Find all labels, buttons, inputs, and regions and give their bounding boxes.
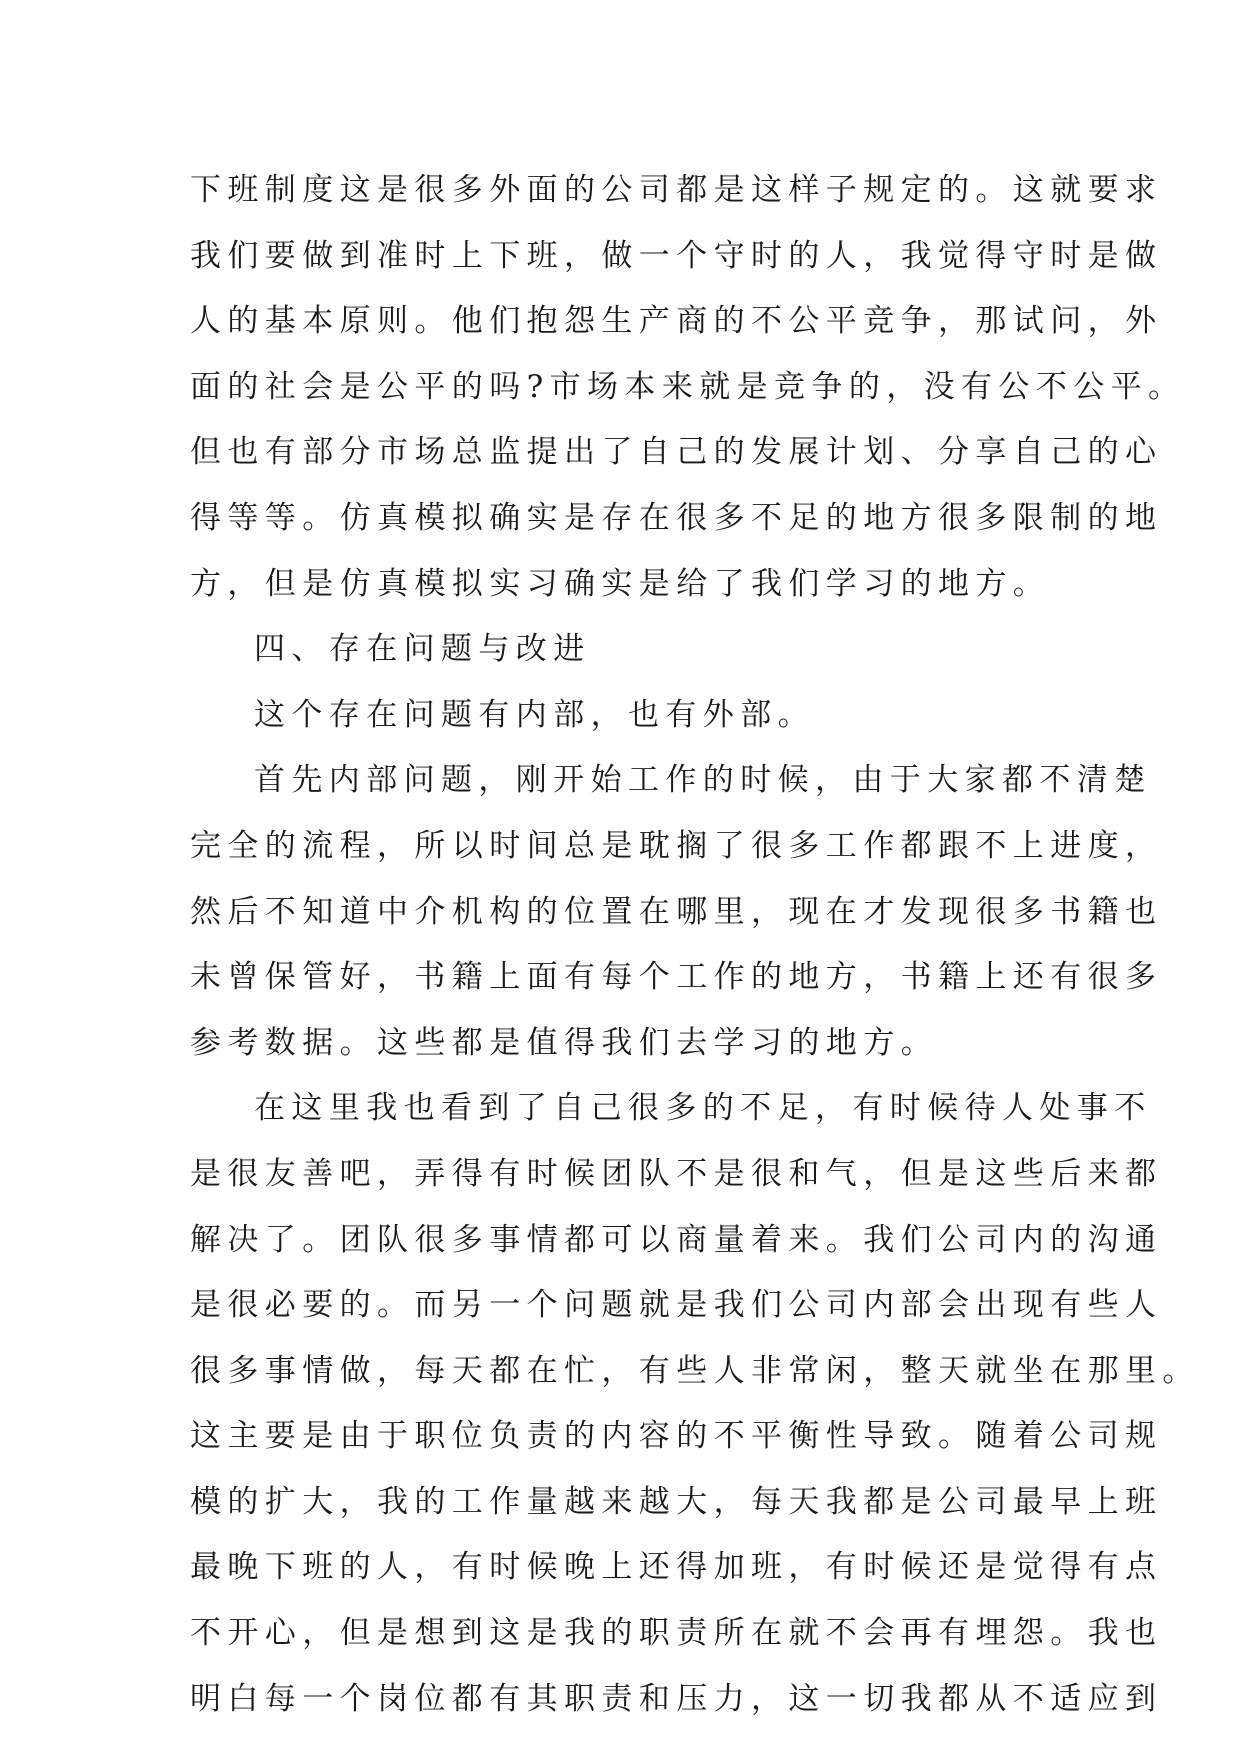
text-line: 未曾保管好，书籍上面有每个工作的地方，书籍上还有很多 <box>190 959 1163 996</box>
text-line: 我们要做到准时上下班，做一个守时的人，我觉得守时是做 <box>190 237 1163 274</box>
text-line: 人的基本原则。他们抱怨生产商的不公平竞争，那试问，外 <box>190 303 1163 340</box>
text-line: 参考数据。这些都是值得我们去学习的地方。 <box>190 1024 938 1061</box>
text-line: 面的社会是公平的吗?市场本来就是竞争的，没有公不公平。 <box>190 368 1186 405</box>
text-line: 是很友善吧，弄得有时候团队不是很和气，但是这些后来都 <box>190 1155 1163 1192</box>
paragraph-start: 这个存在问题有内部，也有外部。 <box>254 696 815 733</box>
text-line: 很多事情做，每天都在忙，有些人非常闲，整天就坐在那里。 <box>190 1352 1200 1389</box>
text-line: 下班制度这是很多外面的公司都是这样子规定的。这就要求 <box>190 172 1163 208</box>
text-line: 不开心，但是想到这是我的职责所在就不会再有埋怨。我也 <box>190 1615 1163 1652</box>
text-line: 这主要是由于职位负责的内容的不平衡性导致。随着公司规 <box>190 1418 1163 1455</box>
text-line: 得等等。仿真模拟确实是存在很多不足的地方很多限制的地 <box>190 499 1163 536</box>
text-line: 模的扩大，我的工作量越来越大，每天我都是公司最早上班 <box>190 1483 1163 1520</box>
paragraph-start: 首先内部问题，刚开始工作的时候，由于大家都不清楚 <box>254 762 1152 799</box>
section-heading: 四、存在问题与改进 <box>254 631 591 668</box>
text-line: 明白每一个岗位都有其职责和压力，这一切我都从不适应到 <box>190 1680 1163 1717</box>
text-line: 解决了。团队很多事情都可以商量着来。我们公司内的沟通 <box>190 1221 1163 1258</box>
text-line: 但也有部分市场总监提出了自己的发展计划、分享自己的心 <box>190 434 1163 471</box>
paragraph-start: 在这里我也看到了自己很多的不足，有时候待人处事不 <box>254 1090 1152 1127</box>
text-line: 然后不知道中介机构的位置在哪里，现在才发现很多书籍也 <box>190 893 1163 930</box>
body-text <box>190 158 1200 1732</box>
text-line: 方，但是仿真模拟实习确实是给了我们学习的地方。 <box>190 565 1051 602</box>
text-line: 最晚下班的人，有时候晚上还得加班，有时候还是觉得有点 <box>190 1549 1163 1586</box>
text-line: 是很必要的。而另一个问题就是我们公司内部会出现有些人 <box>190 1287 1163 1324</box>
text-line: 完全的流程，所以时间总是耽搁了很多工作都跟不上进度， <box>190 827 1163 864</box>
